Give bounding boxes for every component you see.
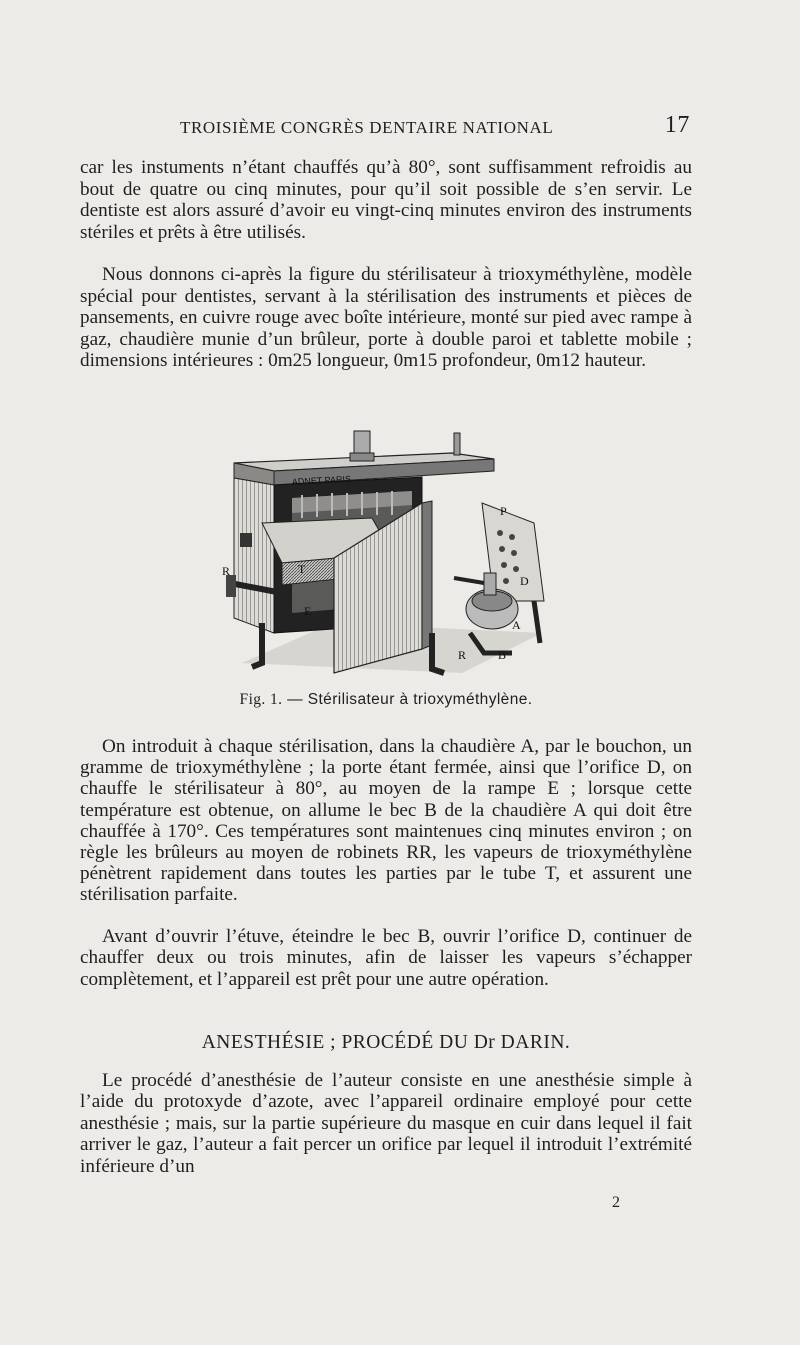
signature-mark: 2	[612, 1194, 620, 1211]
figure-caption	[80, 691, 692, 709]
caption-text: — Stérilisateur à trioxyméthylène.	[287, 691, 533, 708]
label-b: B	[498, 648, 507, 662]
maker-mark: ADNET PARIS	[291, 473, 352, 487]
sterilizer-illustration	[222, 423, 556, 685]
label-t: T	[298, 562, 306, 576]
label-d: D	[520, 574, 529, 588]
page-number: 17	[664, 112, 690, 138]
label-e: E	[304, 604, 312, 618]
running-title: TROISIÈME CONGRÈS DENTAIRE NATIONAL	[180, 118, 554, 137]
label-a: A	[512, 618, 521, 632]
caption-label: Fig. 1.	[239, 691, 283, 708]
paragraph-2: Nous donnons ci-après la figure du stérilisateur à trioxyméthylène, modèle spécial pour dentistes, servant à la stérilisation des instruments et pièces de pansements, en cuivre rouge avec boîte intérieure, monté sur pied avec rampe à gaz, chaudière munie d’un brûleur, porte à double paroi et tablette mobile ; dimensions intérieures : 0m25 longueur, 0m15 profondeur, 0m12 hauteur.	[80, 264, 692, 371]
label-p: P	[500, 504, 507, 518]
label-r-right: R	[458, 648, 467, 662]
sterilizer-figure	[222, 423, 556, 685]
paragraph-4: Avant d’ouvrir l’étuve, éteindre le bec B, ouvrir l’orifice D, continuer de chauffer deux ou trois minutes, afin de laisser les vapeurs s’échapper complètement, et l’appareil est prêt pour une autre opération.	[80, 926, 692, 990]
paragraph-5: Le procédé d’anesthésie de l’auteur consiste en une anesthésie simple à l’aide du protoxyde d’azote, avec l’appareil ordinaire employé pour cette anesthésie ; mais, sur la partie supérieure du masque en cuir dans lequel il fait arriver le gaz, l’auteur a fait percer un orifice par lequel il introduit l’extrémité inférieure d’un	[80, 1070, 692, 1177]
paragraph-3: On introduit à chaque stérilisation, dans la chaudière A, par le bouchon, un gramme de trioxyméthylène ; la porte étant fermée, ainsi que l’orifice D, on chauffe le stérilisateur à 80°, au moyen de la rampe E ; lorsque cette température est obtenue, on allume le bec B de la chaudière A qui doit être chauffée à 170°. Ces températures sont maintenues cinq minutes environ ; on règle les brûleurs au moyen de robinets RR, les vapeurs de trioxyméthylène pénètrent rapidement dans toutes les parties par le tube T, et assurent une stérilisation parfaite.	[80, 736, 692, 906]
label-r-left: R	[222, 564, 231, 578]
paragraph-1: car les instuments n’étant chauffés qu’à 80°, sont suffisamment refroidis au bout de quatre ou cinq minutes, pour qu’il soit possible de s’en servir. Le dentiste est alors assuré d’avoir eu vingt-cinq minutes environ des instruments stériles et prêts à être utilisés.	[80, 157, 692, 243]
section-heading: ANESTHÉSIE ; PROCÉDÉ DU Dr DARIN.	[201, 1032, 571, 1053]
